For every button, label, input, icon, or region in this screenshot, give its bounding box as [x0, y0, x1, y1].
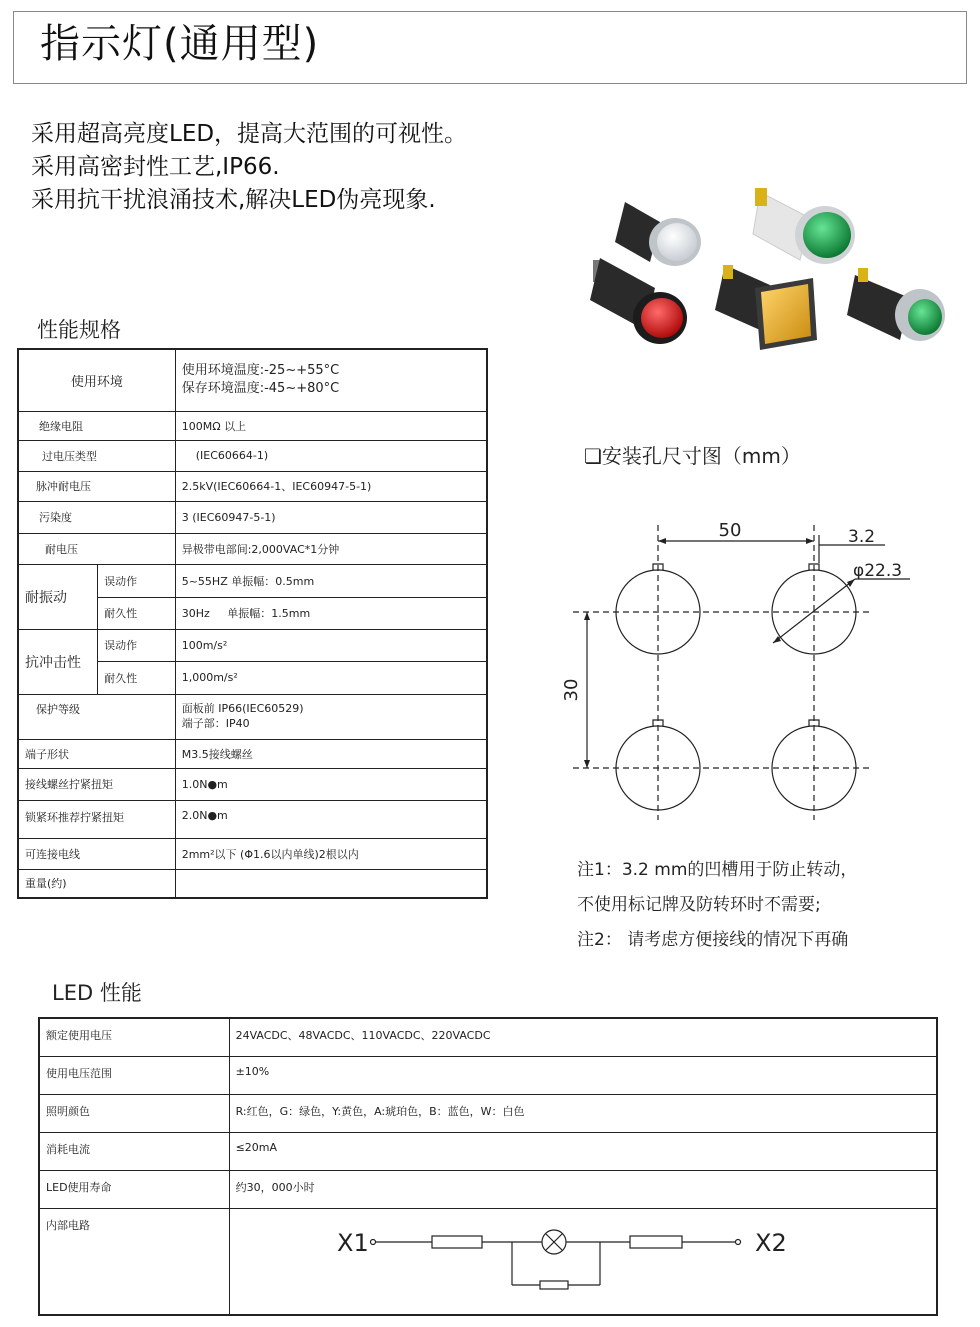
overvoltage-value: (IEC60664-1) — [175, 440, 487, 471]
overvoltage-label: 过电压类型 — [18, 440, 175, 471]
table-row — [18, 838, 487, 869]
vibration-label: 耐振动 — [18, 564, 98, 629]
led-title: LED 性能 — [52, 981, 142, 1005]
protection-value-line: 面板前 IP66(IEC60529) — [181, 701, 304, 715]
page-title: 指示灯(通用型) — [40, 21, 320, 67]
table-row — [18, 349, 487, 411]
table-row — [18, 471, 487, 501]
led-label: 消耗电流 — [39, 1132, 229, 1170]
red-lamp — [590, 258, 687, 344]
product-photo — [575, 180, 955, 360]
led-value: ≤20mA — [229, 1132, 937, 1170]
weight-label: 重量(约) — [18, 869, 175, 898]
table-row — [18, 768, 487, 800]
table-row — [39, 1018, 937, 1056]
weight-value — [175, 869, 487, 898]
led-table — [38, 1017, 938, 1316]
circuit-label: 内部电路 — [39, 1208, 229, 1315]
shock-mal-value: 100m/s² — [175, 629, 487, 661]
table-row — [18, 694, 487, 739]
circuit-cell — [229, 1208, 937, 1315]
table-row — [39, 1170, 937, 1208]
table-row — [18, 501, 487, 533]
ring-torque-label: 锁紧环推荐拧紧扭矩 — [18, 800, 175, 838]
table-row — [18, 739, 487, 768]
screw-torque-label: 接线螺丝拧紧扭矩 — [18, 768, 175, 800]
withstand-label: 耐电压 — [18, 533, 175, 564]
ring-torque-value: 2.0N●m — [175, 800, 487, 838]
insulation-label: 绝缘电阻 — [18, 411, 175, 440]
notes — [577, 853, 857, 958]
dim-50: 50 — [718, 520, 742, 541]
led-label: 额定使用电压 — [39, 1018, 229, 1056]
vib-mal-value: 5~55HZ 单振幅：0.5mm — [175, 564, 487, 597]
mount-title: ❏安装孔尺寸图（mm） — [584, 444, 801, 468]
wire-label: 可连接电线 — [18, 838, 175, 869]
impulse-value: 2.5kV(IEC60664-1、IEC60947-5-1) — [175, 471, 487, 501]
pollution-value: 3 (IEC60947-5-1) — [175, 501, 487, 533]
intro-line: 采用高密封性工艺,IP66. — [31, 154, 280, 180]
screw-torque-value: 1.0N●m — [175, 768, 487, 800]
table-row — [39, 1208, 937, 1315]
pollution-label: 污染度 — [18, 501, 175, 533]
env-label: 使用环境 — [18, 349, 175, 411]
intro-text — [31, 118, 467, 217]
table-row — [18, 869, 487, 898]
table-row — [18, 800, 487, 838]
dim-phi: φ22.3 — [853, 561, 903, 581]
dim-30: 30 — [561, 678, 582, 702]
led-value: 24VACDC、48VACDC、110VACDC、220VACDC — [229, 1018, 937, 1056]
amber-lamp — [715, 265, 817, 350]
impulse-label: 脉冲耐电压 — [18, 471, 175, 501]
dim-3-2: 3.2 — [848, 527, 876, 547]
table-row — [39, 1056, 937, 1094]
led-label: 使用电压范围 — [39, 1056, 229, 1094]
env-value-line: 使用环境温度:-25~+55°C — [181, 363, 340, 379]
vib-mal-label: 误动作 — [98, 564, 176, 597]
terminal-value: M3.5接线螺丝 — [175, 739, 487, 768]
green-dome-lamp — [847, 268, 945, 341]
led-value: R:红色，G：绿色，Y:黄色，A:琥珀色，B：蓝色，W：白色 — [229, 1094, 937, 1132]
green-lamp — [753, 188, 855, 264]
wire-value: 2mm²以下 (Φ1.6以内单线)2根以内 — [175, 838, 487, 869]
white-lamp — [615, 202, 701, 266]
vib-dur-label: 耐久性 — [98, 597, 176, 629]
table-row — [39, 1094, 937, 1132]
vib-dur-value: 30Hz 单振幅：1.5mm — [175, 597, 487, 629]
spec-title: 性能规格 — [37, 318, 121, 342]
intro-line: 采用超高亮度LED，提高大范围的可视性。 — [31, 121, 468, 147]
table-row — [18, 411, 487, 440]
protection-value-line: 端子部：IP40 — [181, 716, 250, 730]
env-value-line: 保存环境温度:-45~+80°C — [181, 381, 340, 397]
terminal-label: 端子形状 — [18, 739, 175, 768]
insulation-value: 100MΩ 以上 — [175, 411, 487, 440]
shock-dur-label: 耐久性 — [98, 661, 176, 694]
note-line: 注1：3.2 mm的凹槽用于防止转动， — [577, 860, 858, 880]
shock-label: 抗冲击性 — [18, 629, 98, 694]
table-row — [18, 629, 487, 661]
spec-table — [17, 348, 488, 899]
table-row — [39, 1132, 937, 1170]
intro-line: 采用抗干扰浪涌技术,解决LED伪亮现象. — [31, 187, 436, 213]
circuit-diagram — [230, 1209, 930, 1311]
table-row — [18, 533, 487, 564]
led-label: 照明颜色 — [39, 1094, 229, 1132]
terminal-x1: X1 — [336, 1228, 369, 1257]
protection-value — [175, 694, 487, 739]
mount-drawing — [555, 505, 915, 825]
led-label: LED使用寿命 — [39, 1170, 229, 1208]
env-value — [175, 349, 487, 411]
terminal-x2: X2 — [754, 1228, 787, 1257]
note-line: 不使用标记牌及防转环时不需要; — [577, 895, 821, 915]
withstand-value: 异极带电部间:2,000VAC*1分钟 — [175, 533, 487, 564]
table-row — [18, 440, 487, 471]
table-row — [18, 564, 487, 597]
shock-mal-label: 误动作 — [98, 629, 176, 661]
led-value: ±10% — [229, 1056, 937, 1094]
protection-label: 保护等级 — [18, 694, 175, 739]
led-value: 约30，000小时 — [229, 1170, 937, 1208]
shock-dur-value: 1,000m/s² — [175, 661, 487, 694]
note-line: 注2： 请考虑方便接线的情况下再确 — [577, 930, 849, 950]
